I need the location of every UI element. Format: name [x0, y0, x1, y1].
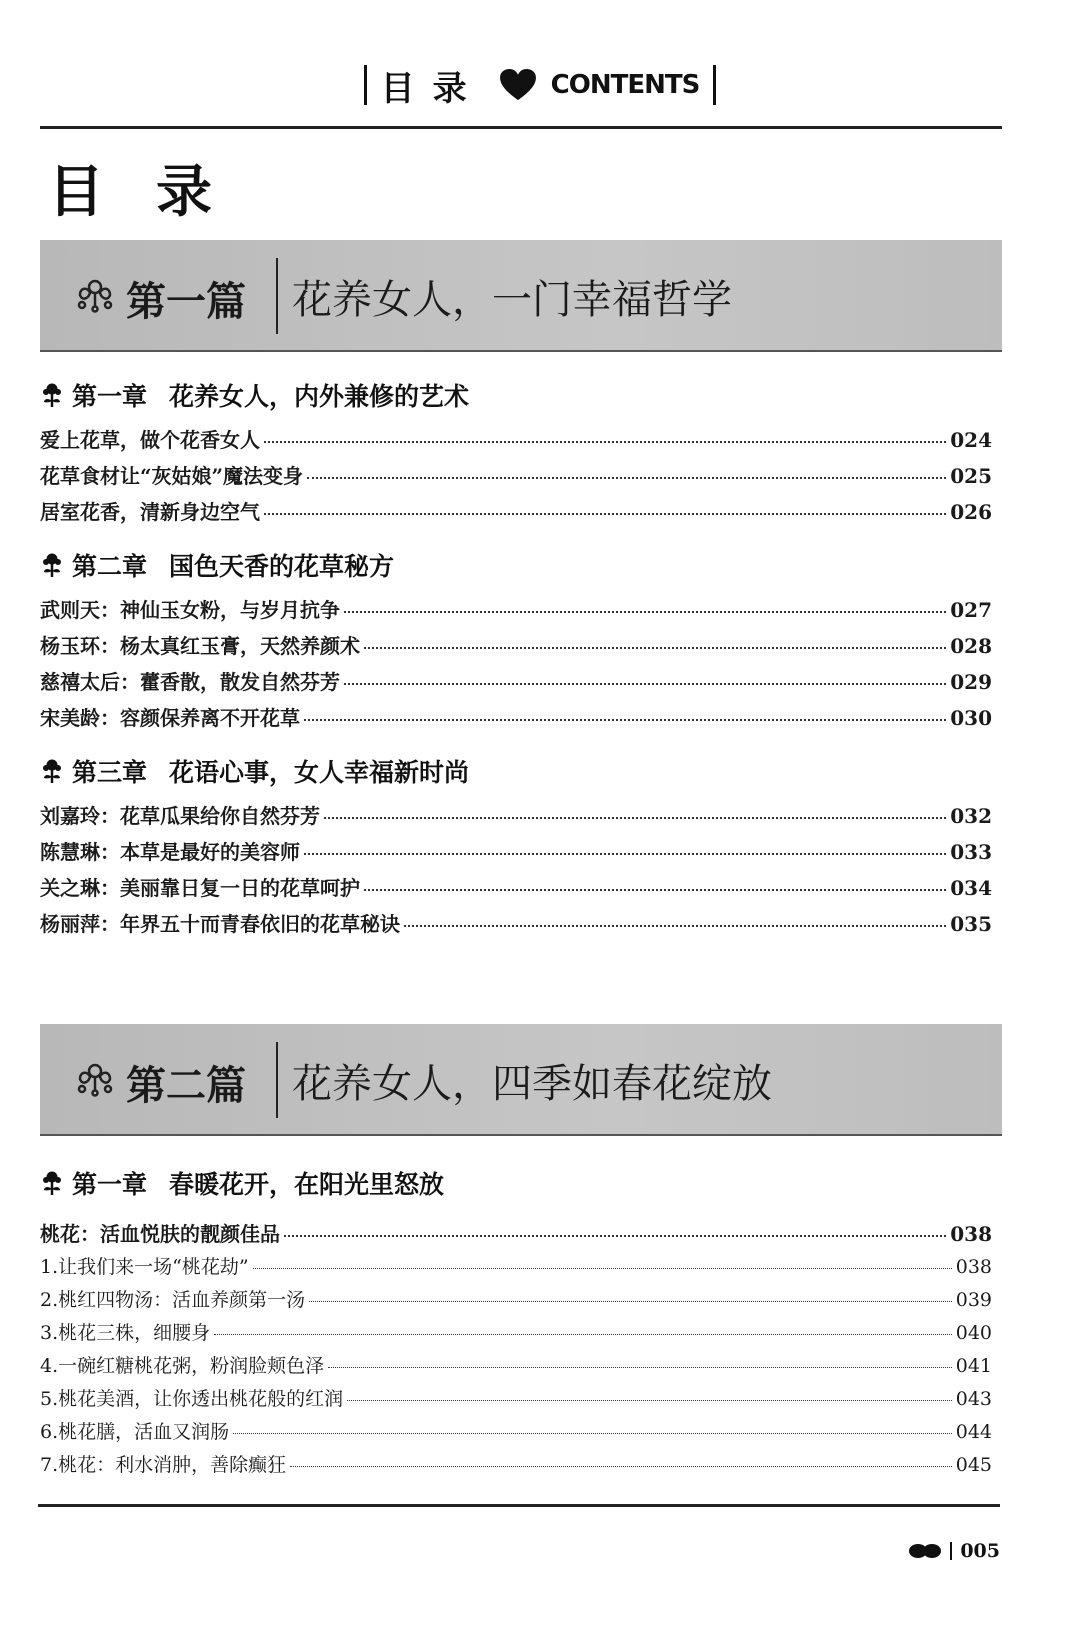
dot-leader	[304, 853, 946, 855]
dot-leader	[404, 925, 946, 927]
entry-page: 025	[950, 464, 992, 488]
page-number: 005	[960, 1540, 1000, 1562]
toc-entry[interactable]	[40, 594, 992, 624]
chapter-title: 国色天香的花草秘方	[169, 552, 395, 581]
dot-leader	[324, 817, 946, 819]
entry-title: 6.桃花膳，活血又润肠	[40, 1421, 230, 1443]
entry-page: 029	[950, 670, 992, 694]
toc-entry[interactable]	[40, 630, 992, 660]
entry-title: 1.让我们来一场“桃花劫”	[40, 1256, 249, 1278]
header-left-bar	[364, 65, 367, 105]
chapter-heading[interactable]	[40, 1166, 444, 1200]
entry-title: 桃花：活血悦肤的靓颜佳品	[40, 1222, 280, 1246]
floral-ornament-icon	[72, 1061, 118, 1097]
entry-title: 2.桃红四物汤：活血养颜第一汤	[40, 1289, 306, 1311]
entry-page: 033	[950, 840, 992, 864]
entry-title: 花草食材让“灰姑娘”魔法变身	[40, 464, 304, 488]
entry-title: 慈禧太后：藿香散，散发自然芬芳	[40, 670, 340, 694]
chapter-title: 春暖花开，在阳光里怒放	[169, 1170, 445, 1199]
entry-title: 5.桃花美酒，让你透出桃花般的红润	[40, 1388, 344, 1410]
entry-page: 041	[955, 1355, 992, 1377]
toc-entry[interactable]	[40, 666, 992, 696]
dot-leader	[347, 1400, 952, 1401]
entry-title: 杨丽萍：年界五十而青春依旧的花草秘诀	[40, 912, 400, 936]
part-title: 花养女人，一门幸福哲学	[292, 277, 732, 323]
dot-leader	[233, 1433, 952, 1434]
entry-page: 039	[955, 1289, 992, 1311]
dot-leader	[284, 1235, 946, 1237]
leaf-pair-icon	[908, 1542, 942, 1560]
chapter-title: 花语心事，女人幸福新时尚	[169, 758, 470, 787]
dot-leader	[290, 1466, 952, 1467]
toc-entry[interactable]	[40, 1417, 992, 1447]
dot-leader	[264, 441, 946, 443]
dot-leader	[364, 889, 946, 891]
toc-entry[interactable]	[40, 424, 992, 454]
entry-title: 居室花香，清新身边空气	[40, 500, 260, 524]
entry-page: 027	[950, 598, 992, 622]
dot-leader	[344, 611, 946, 613]
banner-divider	[276, 1042, 278, 1118]
toc-entry[interactable]	[40, 800, 992, 830]
toc-entry[interactable]	[40, 836, 992, 866]
toc-entry[interactable]	[40, 496, 992, 526]
toc-entry[interactable]	[40, 460, 992, 490]
running-header	[0, 60, 1080, 110]
toc-entry[interactable]	[40, 702, 992, 732]
entry-title: 7.桃花：利水消肿，善除癫狂	[40, 1454, 287, 1476]
chapter-number: 第一章	[72, 382, 148, 411]
flower-bullet-icon	[40, 1170, 64, 1196]
dot-leader	[344, 683, 946, 685]
entry-page: 028	[950, 634, 992, 658]
flower-bullet-icon	[40, 758, 64, 784]
entry-page: 035	[950, 912, 992, 936]
dot-leader	[214, 1334, 952, 1335]
entry-title: 3.桃花三株，细腰身	[40, 1322, 211, 1344]
part-number: 第二篇	[126, 1063, 246, 1109]
entry-title: 刘嘉玲：花草瓜果给你自然芬芳	[40, 804, 320, 828]
chapter-heading[interactable]	[40, 754, 469, 788]
entry-page: 038	[950, 1222, 992, 1246]
folio-divider	[950, 1542, 952, 1560]
entry-page: 038	[955, 1256, 992, 1278]
entry-page: 034	[950, 876, 992, 900]
entry-title: 武则天：神仙玉女粉，与岁月抗争	[40, 598, 340, 622]
chapter-number: 第三章	[72, 758, 148, 787]
heart-icon	[499, 68, 537, 102]
page-folio	[908, 1540, 1000, 1562]
dot-leader	[253, 1268, 952, 1269]
dot-leader	[304, 719, 946, 721]
toc-entry[interactable]	[40, 1285, 992, 1315]
part-title: 花养女人，四季如春花绽放	[292, 1061, 772, 1107]
entry-page: 045	[955, 1454, 992, 1476]
header-right-bar	[713, 65, 716, 105]
dot-leader	[307, 477, 946, 479]
toc-entry[interactable]	[40, 1384, 992, 1414]
toc-entry[interactable]	[40, 1218, 992, 1248]
toc-entry[interactable]	[40, 1252, 992, 1282]
entry-title: 杨玉环：杨太真红玉膏，天然养颜术	[40, 634, 360, 658]
toc-entry[interactable]	[40, 872, 992, 902]
bottom-rule	[38, 1504, 1000, 1507]
chapter-number: 第一章	[72, 1170, 148, 1199]
part-banner	[40, 240, 1002, 352]
toc-entry[interactable]	[40, 908, 992, 938]
chapter-heading[interactable]	[40, 548, 394, 582]
entry-page: 044	[955, 1421, 992, 1443]
entry-page: 043	[955, 1388, 992, 1410]
page-title: 目录	[48, 160, 264, 225]
entry-title: 4.一碗红糖桃花粥，粉润脸颊色泽	[40, 1355, 325, 1377]
entry-page: 026	[950, 500, 992, 524]
part-banner	[40, 1024, 1002, 1136]
entry-page: 030	[950, 706, 992, 730]
entry-title: 爱上花草，做个花香女人	[40, 428, 260, 452]
entry-title: 关之琳：美丽靠日复一日的花草呵护	[40, 876, 360, 900]
entry-page: 040	[955, 1322, 992, 1344]
chapter-number: 第二章	[72, 552, 148, 581]
entry-page: 032	[950, 804, 992, 828]
flower-bullet-icon	[40, 382, 64, 408]
entry-page: 024	[950, 428, 992, 452]
header-title: 目录	[380, 68, 485, 109]
dot-leader	[364, 647, 946, 649]
entry-title: 宋美龄：容颜保养离不开花草	[40, 706, 300, 730]
floral-ornament-icon	[72, 277, 118, 313]
flower-bullet-icon	[40, 552, 64, 578]
dot-leader	[264, 513, 946, 515]
toc-entry[interactable]	[40, 1318, 992, 1348]
toc-entry[interactable]	[40, 1450, 992, 1480]
banner-divider	[276, 258, 278, 334]
dot-leader	[328, 1367, 952, 1368]
entry-title: 陈慧琳：本草是最好的美容师	[40, 840, 300, 864]
top-rule	[40, 126, 1002, 129]
chapter-title: 花养女人，内外兼修的艺术	[169, 382, 470, 411]
part-number: 第一篇	[126, 279, 246, 325]
dot-leader	[309, 1301, 952, 1302]
chapter-heading[interactable]	[40, 378, 469, 412]
header-subtitle: CONTENTS	[550, 70, 700, 100]
toc-entry[interactable]	[40, 1351, 992, 1381]
